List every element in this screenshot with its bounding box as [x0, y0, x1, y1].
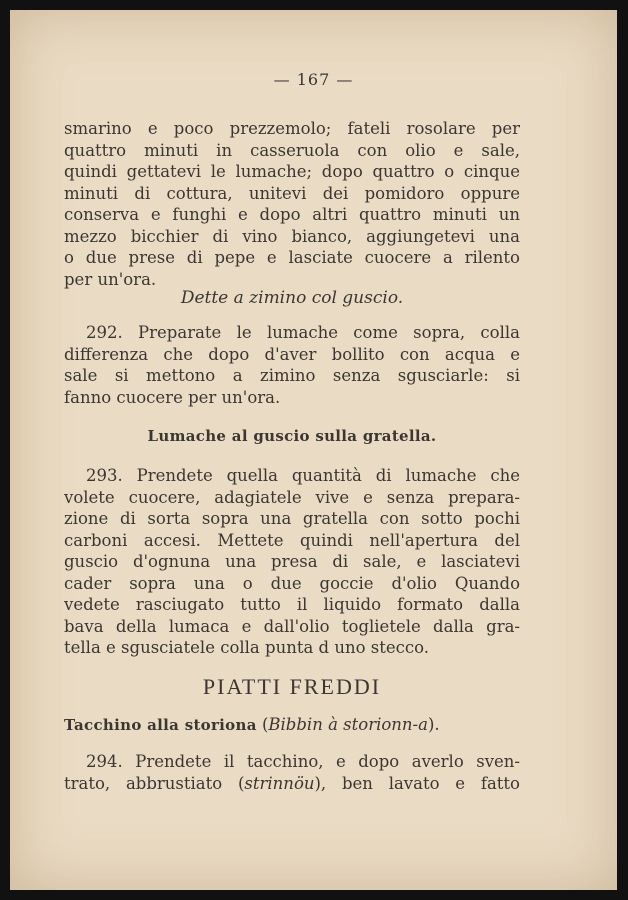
recipe-294 [64, 751, 520, 794]
recipe-subtitle: Dette a zimino col guscio. [180, 288, 404, 308]
recipe-293 [64, 465, 520, 659]
paren-open: ( [256, 715, 269, 734]
text-line: quindi gettatevi le lumache; dopo quattro o cinque [64, 162, 520, 181]
section-title: PIATTI FREDDI [202, 674, 382, 699]
text-line: cader sopra una o due goccie d'olio Quando [64, 573, 520, 593]
text-line: conserva e funghi e dopo altri quattro minuti un [64, 205, 520, 224]
text-line: sale si mettono a zimino senza sgusciarle: si [64, 366, 520, 385]
text-line: per un'ora. [64, 269, 157, 289]
text-line: tella e sgusciatele colla punta d uno stecco. [64, 638, 430, 657]
text-line: mezzo bicchier di vino bianco, aggiungetevi una [64, 226, 520, 246]
page-number: — 167 — [273, 70, 354, 89]
text-line: 292. Preparate le lumache come sopra, colla [86, 323, 520, 342]
text-line: differenza che dopo d'aver bollito con acqua e [64, 344, 520, 364]
paragraph-continuation [64, 118, 520, 290]
text-line: zione di sorta sopra una gratella con sotto pochi [64, 509, 520, 528]
recipe-292 [64, 322, 520, 408]
recipe-heading-294 [64, 714, 520, 736]
recipe-heading: Lumache al guscio sulla gratella. [147, 427, 437, 445]
text-fragment: ), ben lavato e fatto [314, 773, 520, 793]
text-line: fanno cuocere per un'ora. [64, 387, 281, 407]
heading-bold: Tacchino alla storiona [64, 716, 257, 734]
text-line: bava della lumaca e dall'olio toglietele dalla gra- [64, 616, 520, 636]
book-page [10, 10, 617, 890]
text-line: minuti di cottura, unitevi dei pomidoro oppure [64, 183, 520, 203]
paren-close: ). [427, 715, 440, 734]
text-fragment: trato, abbrustiato ( [64, 773, 245, 793]
text-line: quattro minuti in casseruola con olio e sale, [64, 140, 520, 160]
text-line: guscio d'ognuna una presa di sale, e lasciatevi [64, 552, 520, 571]
text-line: volete cuocere, adagiatele vive e senza prepara- [64, 487, 520, 507]
text-line: 294. Prendete il tacchino, e dopo averlo sven- [86, 752, 520, 771]
text-line [64, 773, 520, 795]
text-line: o due prese di pepe e lasciate cuocere a rilento [64, 248, 520, 267]
text-line: vedete rasciugato tutto il liquido formato dalla [64, 595, 520, 614]
text-line: carboni accesi. Mettete quindi nell'apertura del [64, 530, 520, 550]
dialect-name: Bibbin à storionn-a [268, 715, 428, 734]
text-line: 293. Prendete quella quantità di lumache che [86, 466, 520, 485]
text-line: smarino e poco prezzemolo; fateli rosolare per [64, 119, 520, 138]
dialect-word: strinnöu [244, 773, 315, 793]
